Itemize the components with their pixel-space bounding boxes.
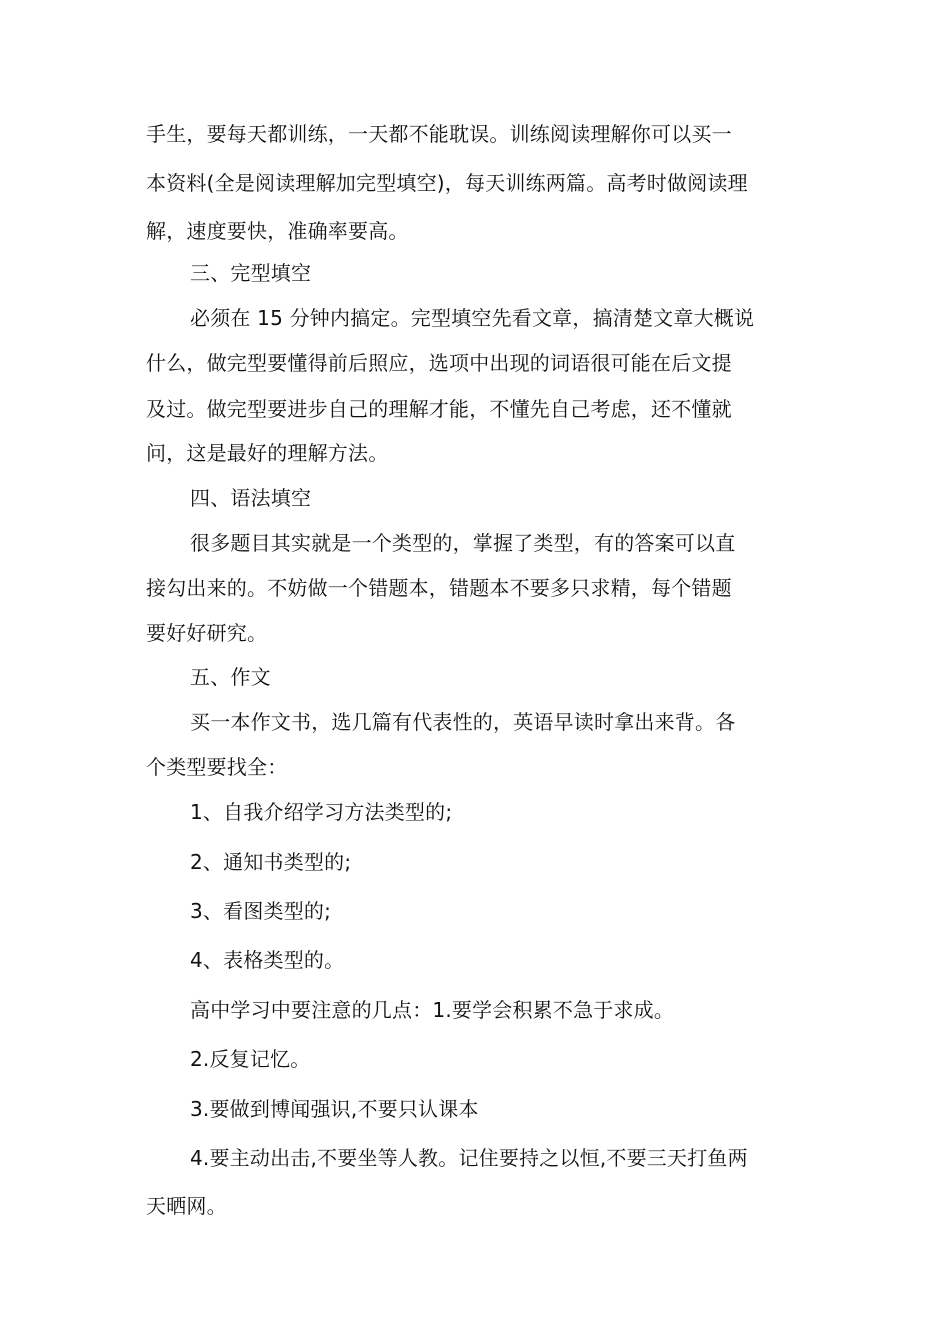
section-heading-essay: 五、作文 [190,665,271,689]
paragraph-line: 本资料(全是阅读理解加完型填空)，每天训练两篇。高考时做阅读理 [146,171,748,195]
paragraph-line: 个类型要找全： [146,755,288,779]
section-heading-grammar: 四、语法填空 [190,486,312,510]
paragraph-line: 问，这是最好的理解方法。 [146,441,389,465]
paragraph-line: 手生，要每天都训练，一天都不能耽误。训练阅读理解你可以买一 [146,122,732,146]
paragraph-line: 2.反复记忆。 [190,1047,311,1071]
paragraph-line: 天晒网。 [146,1194,227,1218]
list-item: 3、看图类型的; [190,899,332,923]
paragraph-line: 必须在 15 分钟内搞定。完型填空先看文章，搞清楚文章大概说 [190,306,755,330]
paragraph-line: 4.要主动出击,不要坐等人教。记住要持之以恒,不要三天打鱼两 [190,1146,748,1170]
paragraph-line: 3.要做到博闻强识,不要只认课本 [190,1097,479,1121]
paragraph-line: 要好好研究。 [146,621,268,645]
paragraph-line: 买一本作文书，选几篇有代表性的，英语早读时拿出来背。各 [190,710,736,734]
paragraph-line: 高中学习中要注意的几点：1.要学会积累不急于求成。 [190,998,675,1022]
section-heading-cloze: 三、完型填空 [190,261,312,285]
paragraph-line: 什么，做完型要懂得前后照应，选项中出现的词语很可能在后文提 [146,351,732,375]
paragraph-line: 解，速度要快，准确率要高。 [146,219,409,243]
paragraph-line: 及过。做完型要进步自己的理解才能，不懂先自己考虑，还不懂就 [146,397,732,421]
list-item: 4、表格类型的。 [190,948,345,972]
paragraph-line: 很多题目其实就是一个类型的，掌握了类型，有的答案可以直 [190,531,736,555]
list-item: 2、通知书类型的; [190,850,352,874]
list-item: 1、自我介绍学习方法类型的; [190,800,453,824]
paragraph-line: 接勾出来的。不妨做一个错题本，错题本不要多只求精，每个错题 [146,576,732,600]
